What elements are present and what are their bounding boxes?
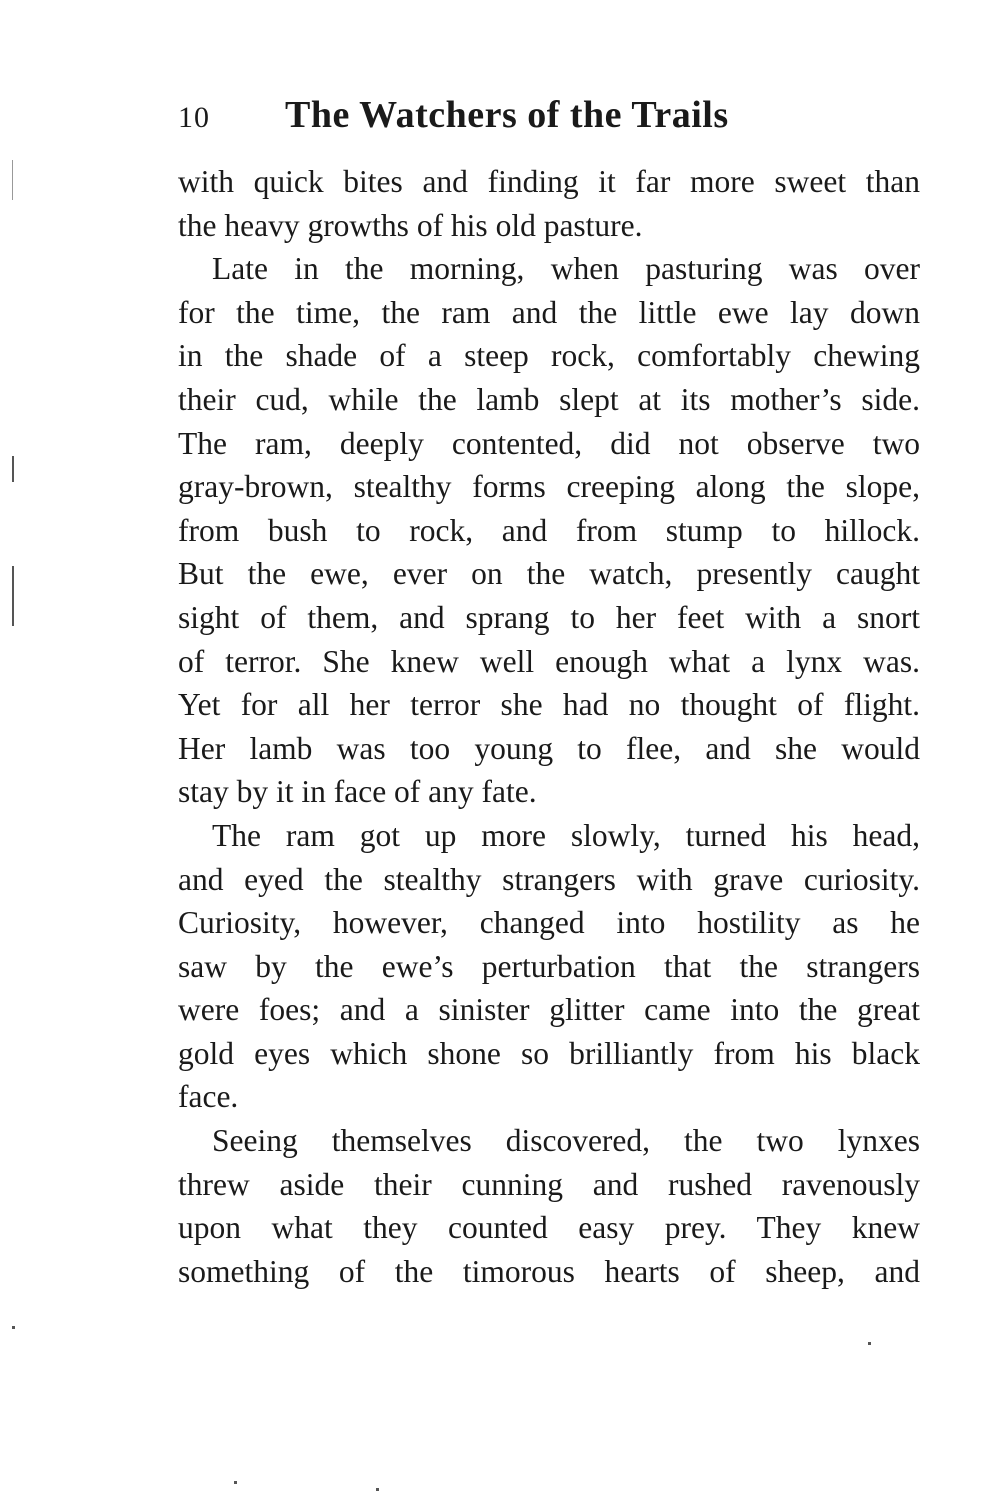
text-line: the heavy growths of his old pasture. bbox=[178, 207, 643, 243]
text-line: Curiosity, however, changed into hostility as he bbox=[178, 905, 920, 941]
scan-mark bbox=[12, 1326, 15, 1329]
text-line: But the ewe, ever on the watch, presently caught bbox=[178, 556, 920, 592]
text-line: with quick bites and finding it far more sweet than bbox=[178, 164, 920, 199]
text-line: The ram got up more slowly, turned his head, bbox=[212, 817, 920, 853]
text-line: face. bbox=[178, 1079, 239, 1115]
text-line: of terror. She knew well enough what a lynx was. bbox=[178, 643, 920, 679]
text-line: upon what they counted easy prey. They knew bbox=[178, 1210, 920, 1246]
text-line: gold eyes which shone so brilliantly from his black bbox=[178, 1035, 920, 1071]
scan-mark bbox=[12, 566, 14, 626]
running-title: The Watchers of the Trails bbox=[285, 94, 729, 136]
text-line: Yet for all her terror she had no thought of flight. bbox=[178, 687, 920, 723]
text-line: Late in the morning, when pasturing was over bbox=[212, 251, 920, 287]
text-line: something of the timorous hearts of sheep, and bbox=[178, 1253, 920, 1289]
scan-mark bbox=[12, 160, 13, 200]
text-line: stay by it in face of any fate. bbox=[178, 774, 537, 810]
text-line: threw aside their cunning and rushed ravenously bbox=[178, 1166, 920, 1202]
page-number: 10 bbox=[178, 101, 210, 134]
scan-mark bbox=[868, 1342, 871, 1345]
text-line: their cud, while the lamb slept at its mother’s side. bbox=[178, 381, 920, 417]
scan-mark bbox=[376, 1488, 379, 1491]
text-line: Her lamb was too young to flee, and she would bbox=[178, 730, 920, 766]
text-line: gray-brown, stealthy forms creeping along the slope, bbox=[178, 469, 920, 505]
text-line: and eyed the stealthy strangers with grave curiosity. bbox=[178, 861, 920, 897]
scan-mark bbox=[234, 1481, 237, 1484]
text-line: in the shade of a steep rock, comfortably chewing bbox=[178, 338, 920, 374]
text-line: saw by the ewe’s perturbation that the strangers bbox=[178, 948, 920, 984]
text-line: sight of them, and sprang to her feet with a snort bbox=[178, 599, 920, 635]
scan-mark bbox=[12, 456, 14, 482]
text-line: from bush to rock, and from stump to hillock. bbox=[178, 512, 920, 548]
text-line: were foes; and a sinister glitter came into the great bbox=[178, 992, 920, 1028]
text-line: for the time, the ram and the little ewe lay down bbox=[178, 294, 920, 330]
text-line: The ram, deeply contented, did not observe two bbox=[178, 425, 920, 461]
text-line: Seeing themselves discovered, the two lynxes bbox=[212, 1123, 920, 1159]
body-text bbox=[178, 160, 920, 1293]
